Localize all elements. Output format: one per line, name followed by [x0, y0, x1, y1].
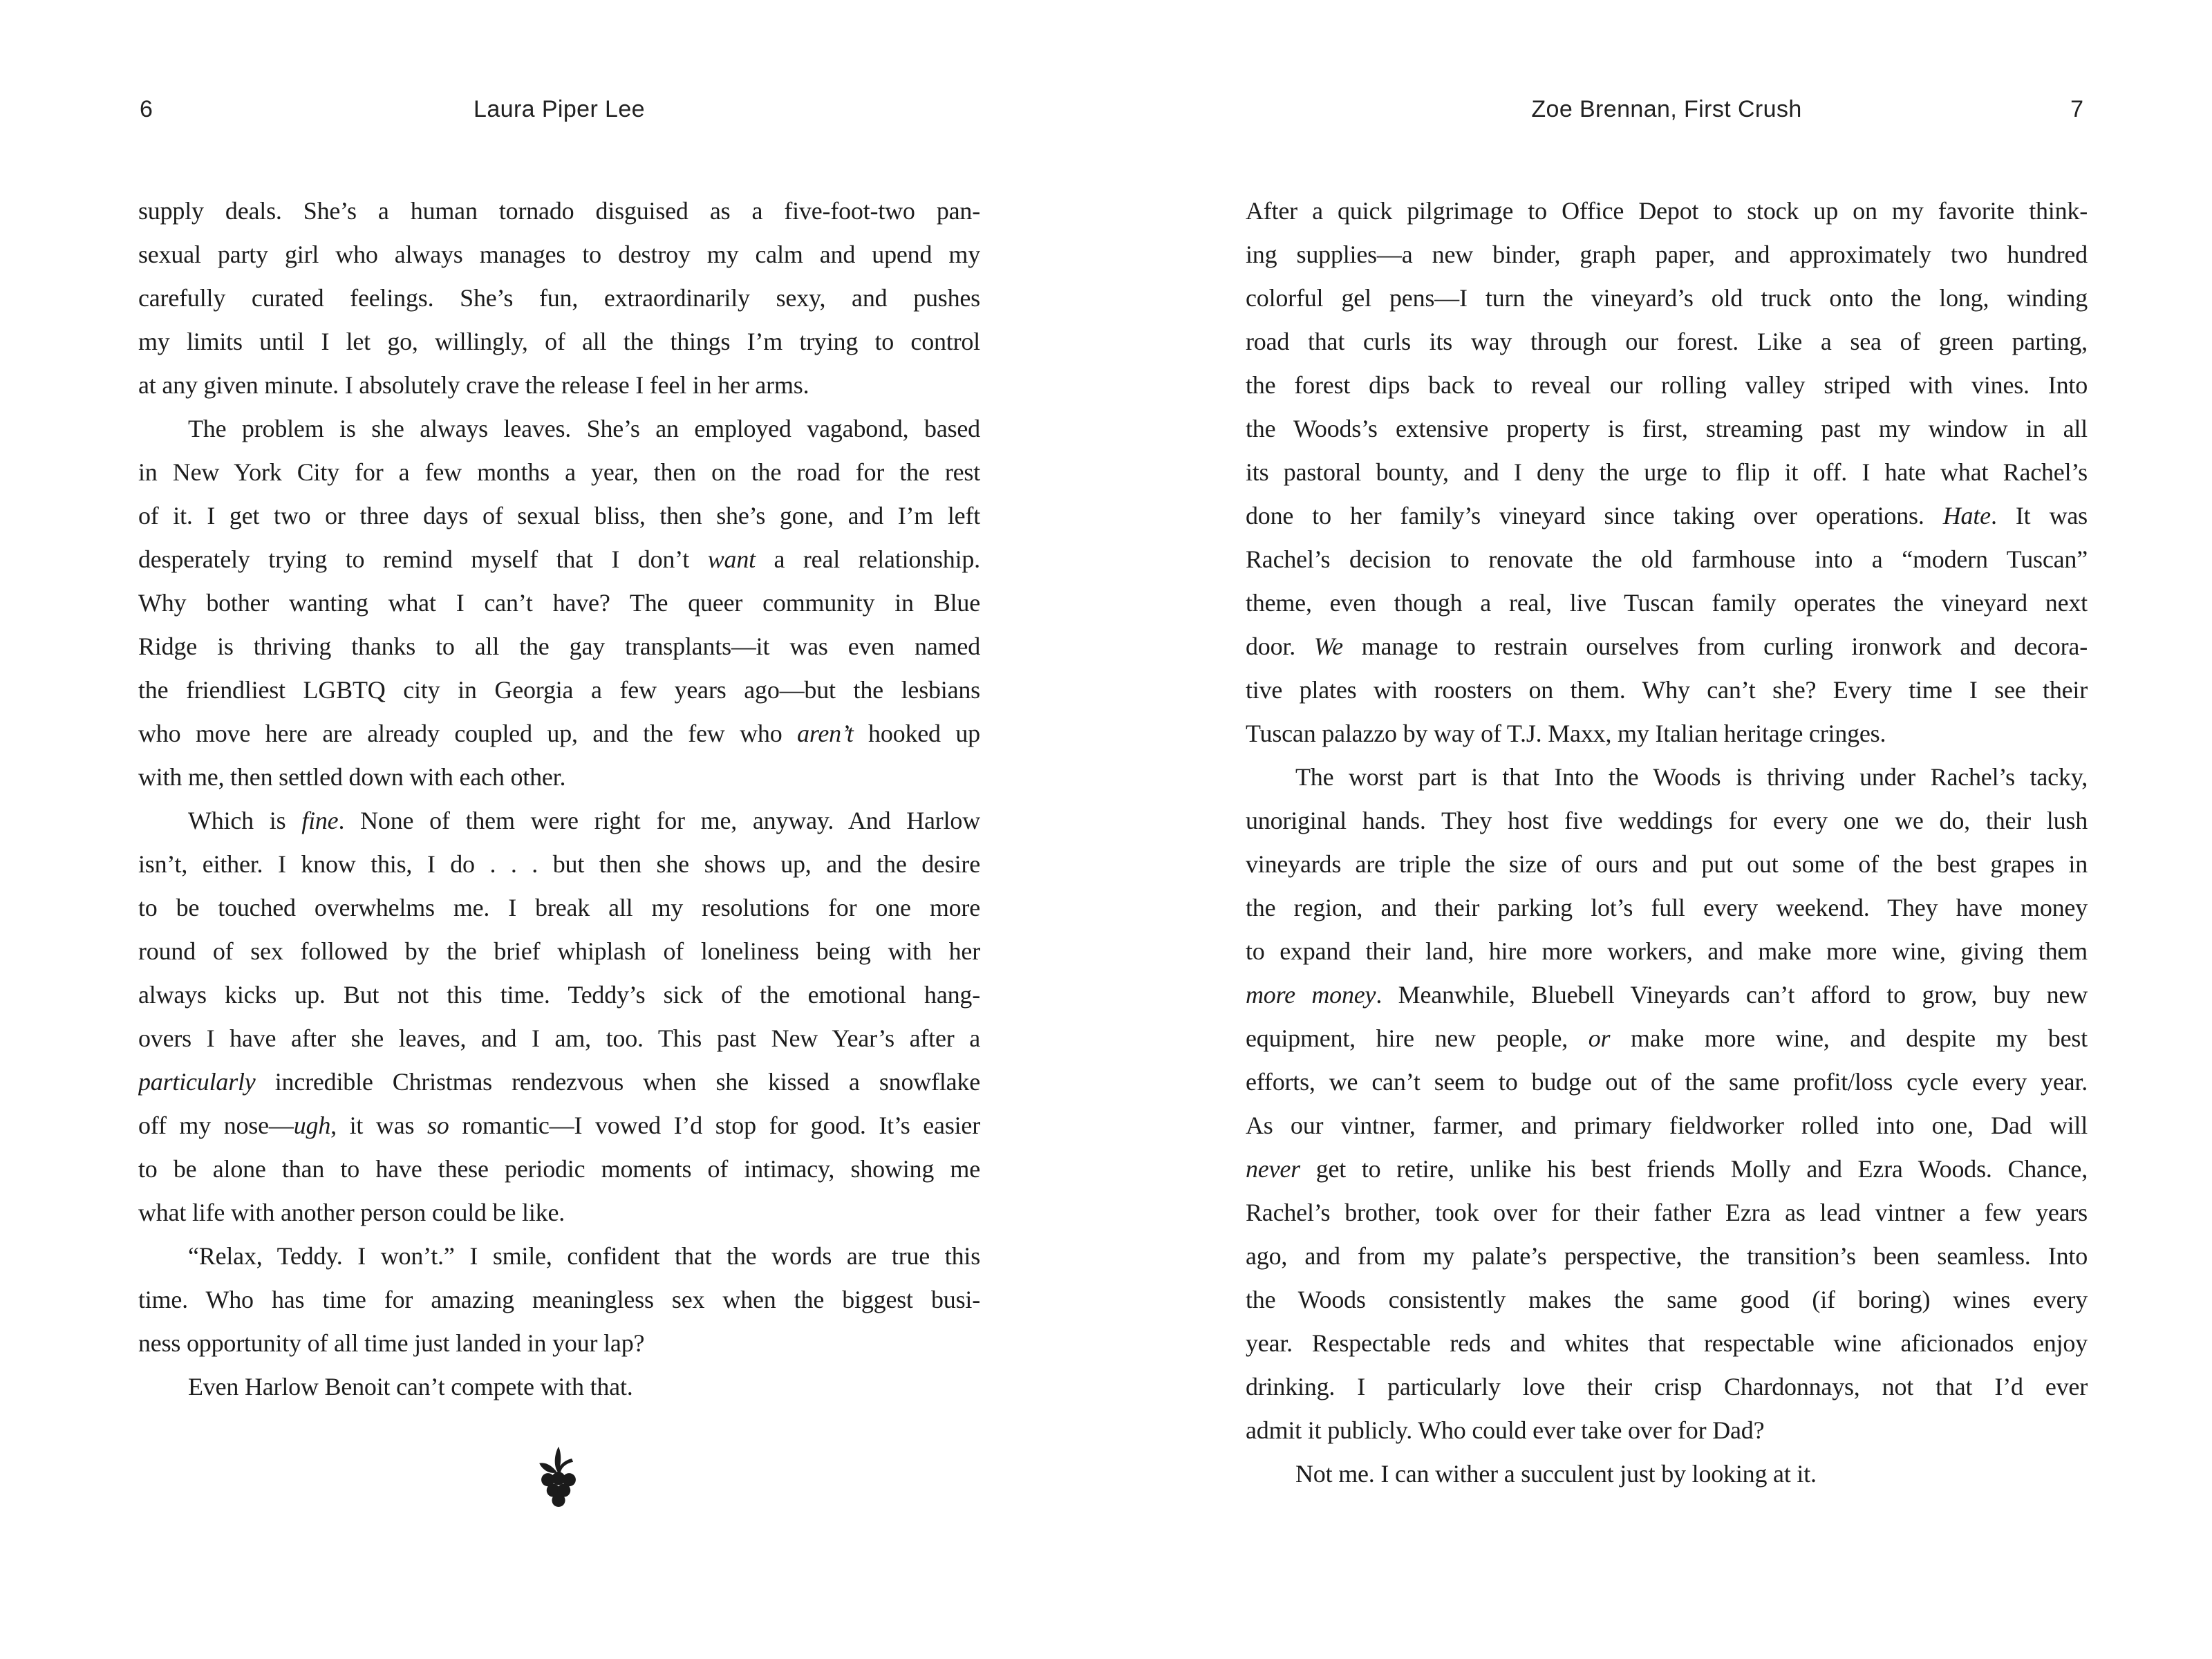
text-line: colorful gel pens—I turn the vineyard’s old truck onto the long, winding	[1246, 284, 2088, 312]
left-page-text	[138, 189, 980, 1409]
text-line: road that curls its way through our forest. Like a sea of green parting,	[1246, 328, 2088, 355]
left-page-header	[138, 94, 980, 124]
text-line: Rachel’s brother, took over for their father Ezra as lead vintner a few years	[1246, 1199, 2088, 1226]
text-line: drinking. I particularly love their crisp Chardonnays, not that I’d ever	[1246, 1373, 2088, 1400]
text-line: The problem is she always leaves. She’s an employed vagabond, based	[188, 415, 980, 442]
left-running-head: Laura Piper Lee	[474, 96, 645, 122]
text-line: Not me. I can wither a succulent just by looking at it.	[1295, 1460, 1817, 1488]
text-line: equipment, hire new people, or make more wine, and despite my best	[1246, 1024, 2088, 1052]
left-page-number: 6	[140, 96, 153, 122]
text-line: what life with another person could be like.	[138, 1199, 565, 1226]
text-line: with me, then settled down with each other.	[138, 763, 566, 791]
text-line: its pastoral bounty, and I deny the urge to flip it off. I hate what Rachel’s	[1246, 458, 2088, 486]
text-line: “Relax, Teddy. I won’t.” I smile, confident that the words are true this	[188, 1242, 980, 1270]
text-line: tive plates with roosters on them. Why can’t she? Every time I see their	[1246, 676, 2088, 704]
right-running-head: Zoe Brennan, First Crush	[1531, 96, 1802, 122]
text-line: never get to retire, unlike his best friends Molly and Ezra Woods. Chance,	[1246, 1155, 2088, 1183]
text-line: unoriginal hands. They host five weddings for every one we do, their lush	[1246, 807, 2088, 834]
text-line: door. We manage to restrain ourselves from curling ironwork and decora-	[1246, 632, 2088, 660]
text-line: done to her family’s vineyard since taking over operations. Hate. It was	[1246, 502, 2088, 529]
text-line: more money. Meanwhile, Bluebell Vineyards can’t afford to grow, buy new	[1246, 981, 2088, 1009]
text-line: supply deals. She’s a human tornado disguised as a five-foot-two pan-	[138, 197, 980, 225]
text-line: year. Respectable reds and whites that respectable wine aficionados enjoy	[1246, 1329, 2088, 1357]
text-line: Tuscan palazzo by way of T.J. Maxx, my Italian heritage cringes.	[1246, 720, 1886, 747]
grape-cluster-icon	[538, 1443, 579, 1507]
text-line: isn’t, either. I know this, I do . . . but then she shows up, and the desire	[138, 850, 980, 878]
text-line: Even Harlow Benoit can’t compete with that.	[188, 1373, 633, 1400]
text-line: vineyards are triple the size of ours and put out some of the best grapes in	[1246, 850, 2088, 878]
text-line: The worst part is that Into the Woods is thriving under Rachel’s tacky,	[1295, 763, 2088, 791]
text-line: theme, even though a real, live Tuscan family operates the vineyard next	[1246, 589, 2088, 617]
text-line: the friendliest LGBTQ city in Georgia a few years ago—but the lesbians	[138, 676, 980, 704]
text-line: time. Who has time for amazing meaningless sex when the biggest busi-	[138, 1286, 980, 1313]
text-line: sexual party girl who always manages to destroy my calm and upend my	[138, 241, 980, 268]
text-line: Rachel’s decision to renovate the old farmhouse into a “modern Tuscan”	[1246, 545, 2088, 573]
text-line: the region, and their parking lot’s full every weekend. They have money	[1246, 894, 2088, 921]
text-line: at any given minute. I absolutely crave the release I feel in her arms.	[138, 371, 809, 399]
text-line: As our vintner, farmer, and primary fieldworker rolled into one, Dad will	[1246, 1112, 2088, 1139]
right-page-text	[1246, 189, 2088, 1496]
text-line: desperately trying to remind myself that I don’t want a real relationship.	[138, 545, 980, 573]
text-line: Ridge is thriving thanks to all the gay transplants—it was even named	[138, 632, 980, 660]
text-line: Which is fine. None of them were right for me, anyway. And Harlow	[188, 807, 980, 834]
right-page-header	[1246, 94, 2088, 124]
text-line: of it. I get two or three days of sexual bliss, then she’s gone, and I’m left	[138, 502, 980, 529]
text-line: overs I have after she leaves, and I am, too. This past New Year’s after a	[138, 1024, 980, 1052]
text-line: to be touched overwhelms me. I break all my resolutions for one more	[138, 894, 980, 921]
text-line: to expand their land, hire more workers, and make more wine, giving them	[1246, 937, 2088, 965]
text-line: the Woods’s extensive property is first, streaming past my window in all	[1246, 415, 2088, 442]
text-line: round of sex followed by the brief whiplash of loneliness being with her	[138, 937, 980, 965]
text-line: particularly incredible Christmas rendezvous when she kissed a snowflake	[138, 1068, 980, 1096]
text-line: always kicks up. But not this time. Teddy’s sick of the emotional hang-	[138, 981, 980, 1009]
text-line: the forest dips back to reveal our rolling valley striped with vines. Into	[1246, 371, 2088, 399]
text-line: admit it publicly. Who could ever take over for Dad?	[1246, 1416, 1765, 1444]
text-line: efforts, we can’t seem to budge out of the same profit/loss cycle every year.	[1246, 1068, 2088, 1096]
text-line: ness opportunity of all time just landed in your lap?	[138, 1329, 645, 1357]
text-line: ing supplies—a new binder, graph paper, and approximately two hundred	[1246, 241, 2088, 268]
text-line: my limits until I let go, willingly, of all the things I’m trying to control	[138, 328, 980, 355]
text-line: the Woods consistently makes the same good (if boring) wines every	[1246, 1286, 2088, 1313]
text-line: Why bother wanting what I can’t have? The queer community in Blue	[138, 589, 980, 617]
text-line: carefully curated feelings. She’s fun, extraordinarily sexy, and pushes	[138, 284, 980, 312]
text-line: ago, and from my palate’s perspective, the transition’s been seamless. Into	[1246, 1242, 2088, 1270]
text-line: in New York City for a few months a year, then on the road for the rest	[138, 458, 980, 486]
text-line: to be alone than to have these periodic moments of intimacy, showing me	[138, 1155, 980, 1183]
text-line: who move here are already coupled up, and the few who aren’t hooked up	[138, 720, 980, 747]
text-line: off my nose—ugh, it was so romantic—I vowed I’d stop for good. It’s easier	[138, 1112, 980, 1139]
text-line: After a quick pilgrimage to Office Depot to stock up on my favorite think-	[1246, 197, 2088, 225]
right-page-number: 7	[2070, 96, 2083, 122]
